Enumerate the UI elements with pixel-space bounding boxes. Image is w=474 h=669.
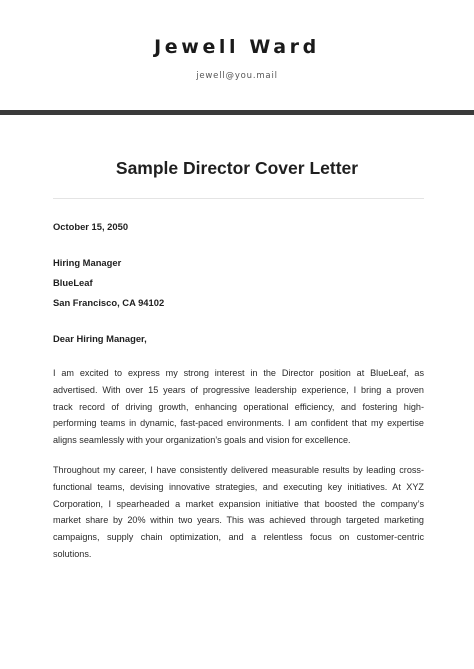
sender-email: jewell@you.mail [196,71,278,81]
paragraph-line: aligns seamlessly with your organization’s goals and vision for excellence. [53,435,351,446]
paragraph-line: functional teams, devising innovative strategies, and executing key initiatives. At XYZ [53,481,424,492]
recipient-name: Hiring Manager [53,257,122,268]
paragraph-line: Corporation, I spearheaded a market expansion initiative that boosted the company’s [53,498,424,509]
document-title: Sample Director Cover Letter [115,158,359,178]
paragraph-line: I am excited to express my strong interest in the Director position at BlueLeaf, as [53,368,424,378]
paragraph-line: advertised. With over 15 years of progressive leadership experience, I bring a proven [53,384,424,395]
paragraph-line: performing teams in dynamic, fast-paced environments. I am confident that my expertise [53,418,424,429]
paragraph-line: Throughout my career, I have consistently delivered measurable results by leading cross- [53,465,424,475]
letterhead [0,0,474,112]
paragraph-line: solutions. [53,548,92,559]
recipient-city: San Francisco, CA 94102 [53,297,165,308]
recipient-company: BlueLeaf [53,277,93,288]
sender-name: Jewell Ward [154,36,320,58]
paragraph-line: track record of driving growth, enhancing operational efficiency, and fostering high- [53,401,424,412]
body-paragraph-1 [53,365,424,449]
paragraph-line: campaigns, supply chain optimization, and a relentless focus on customer-centric [53,532,424,543]
title-divider [53,198,424,199]
body-paragraph-2 [53,462,424,563]
salutation: Dear Hiring Manager, [53,333,147,344]
letter-date: October 15, 2050 [53,221,129,232]
header-divider [0,110,474,115]
paragraph-line: market share by 20% within two years. This was achieved through targeted marketing [53,515,424,526]
